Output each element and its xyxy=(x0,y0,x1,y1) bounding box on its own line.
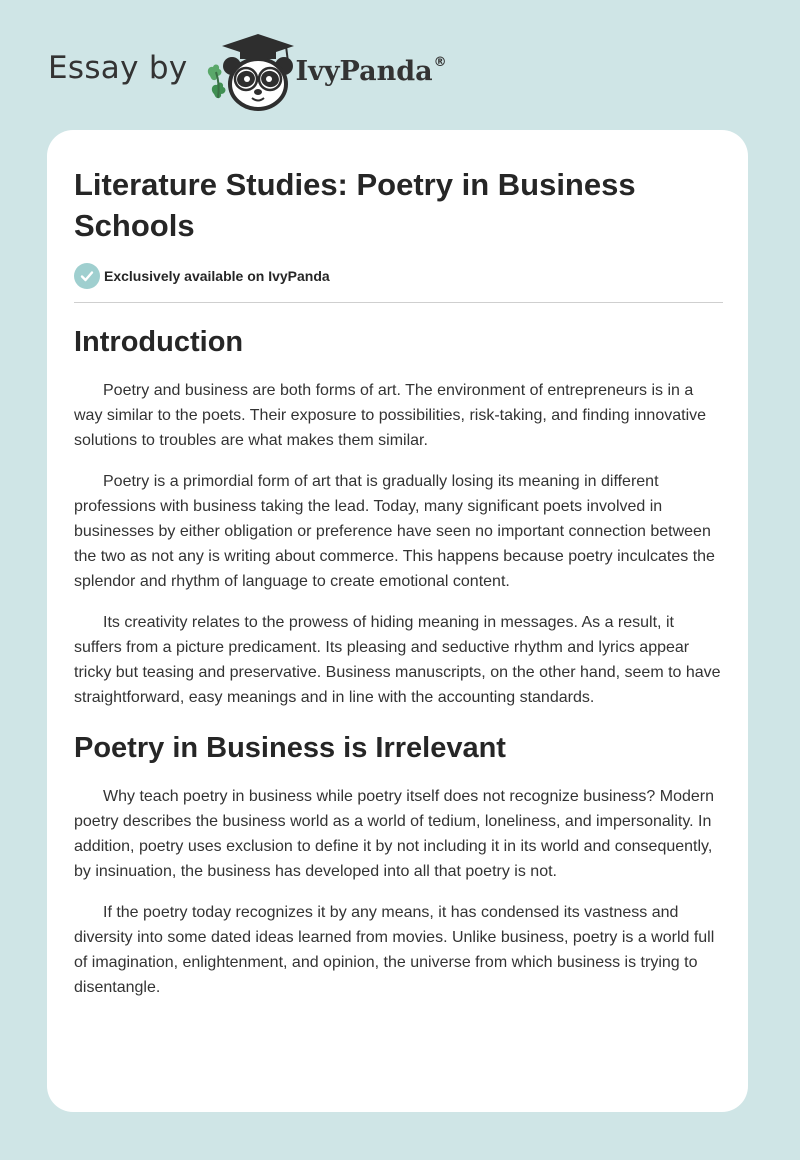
paragraph: Its creativity relates to the prowess of hiding meaning in messages. As a result, it suffers from a picture predicament. Its pleasing and seductive rhythm and lyrics appear tricky but teasing and preservative. Business manuscripts, on the other hand, seem to have straightforward, easy meanings and in line with the accounting standards. xyxy=(74,614,721,706)
registered-mark: ® xyxy=(433,55,447,70)
essay-by-label: Essay by xyxy=(48,50,188,86)
badge-label: Exclusively available on IvyPanda xyxy=(104,268,330,284)
brand-text: IvyPanda xyxy=(295,56,433,87)
section-heading-irrelevant: Poetry in Business is Irrelevant xyxy=(74,732,506,764)
exclusive-badge xyxy=(74,263,330,289)
paragraph: Why teach poetry in business while poetry itself does not recognize business? Modern poetry describes the business world as a world of tedium, loneliness, and impersonality. In addition, poetry uses exclusion to define it by not including it in its world and consequently, by insinuation, the business has developed into all that poetry is not. xyxy=(74,788,714,880)
brand-name[interactable] xyxy=(296,55,447,87)
title-divider xyxy=(74,302,723,303)
paragraph: Poetry is a primordial form of art that is gradually losing its meaning in different professions with business taking the lead. Today, many significant poets involved in businesses by either obligation or preference have seen no important connection between the two as not any is writing about commerce. This happens because poetry inculcates the splendor and rhythm of language to create emotional content. xyxy=(74,473,715,590)
check-icon xyxy=(74,263,100,289)
panda-graduate-icon[interactable] xyxy=(202,32,294,112)
article-body xyxy=(74,320,723,1016)
paragraph: If the poetry today recognizes it by any means, it has condensed its vastness and diversity into some dated ideas learned from movies. Unlike business, poetry is a world full of imagination, enlightenment, and opinion, the universe from which business is trying to disentangle. xyxy=(74,904,715,996)
article-card xyxy=(47,130,748,1112)
section-heading-introduction: Introduction xyxy=(74,326,244,358)
ivy-leaf-icon xyxy=(207,65,225,99)
page-title: Literature Studies: Poetry in Business Schools xyxy=(74,167,636,243)
paragraph: Poetry and business are both forms of art. The environment of entrepreneurs is in a way similar to the poets. Their exposure to possibilities, risk-taking, and finding innovative solutions to troubles are what makes them similar. xyxy=(74,382,707,449)
site-header xyxy=(48,32,447,112)
